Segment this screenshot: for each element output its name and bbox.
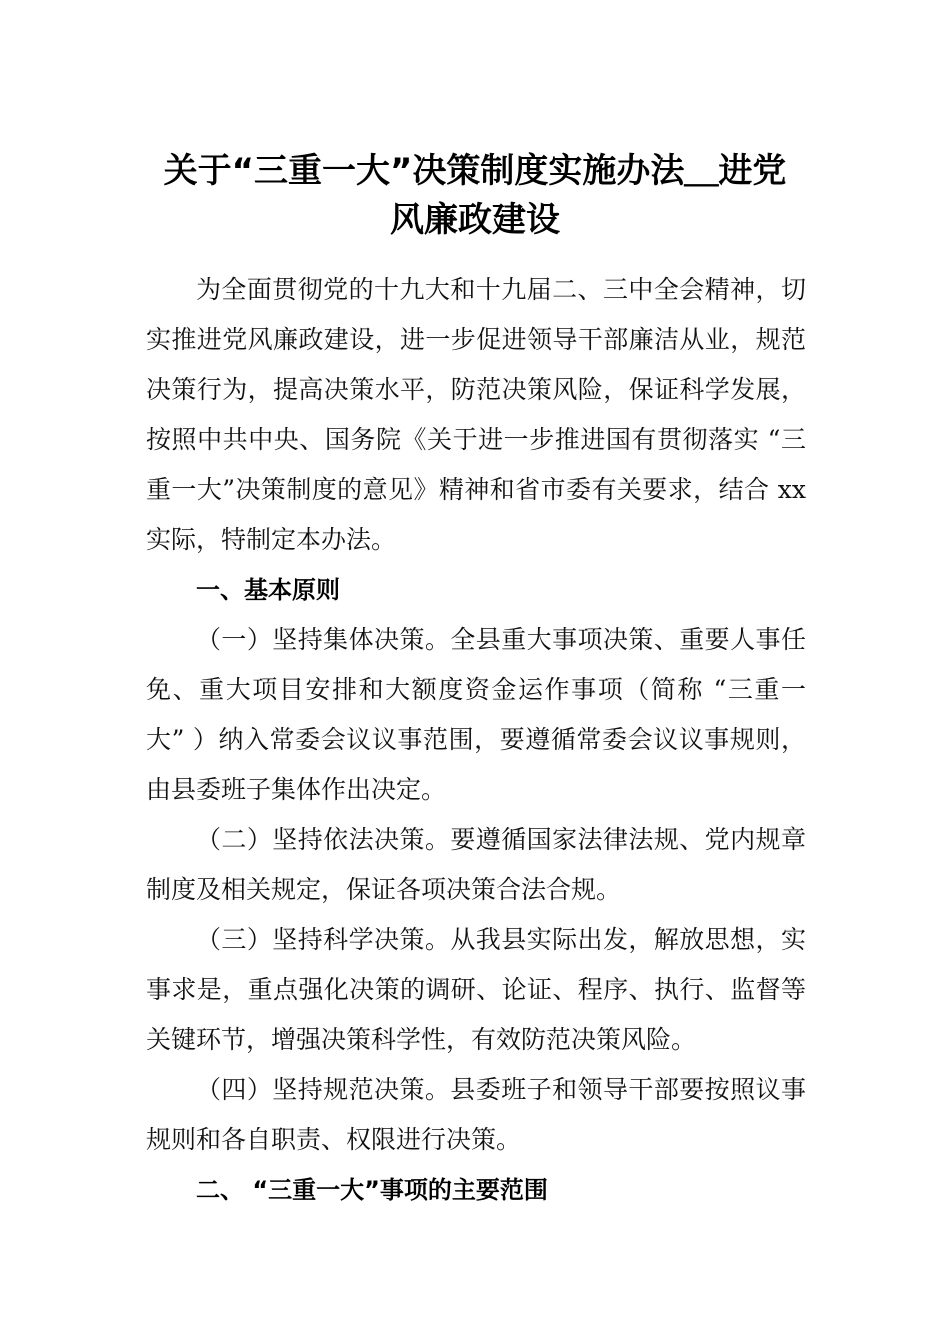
paragraph-line: 重一大”决策制度的意见》精神和省市委有关要求，结合 xx <box>146 475 806 504</box>
paragraph-line: 按照中共中央、国务院《关于进一步推进国有贯彻落实 “三 <box>146 425 806 454</box>
paragraph-line: 由县委班子集体作出决定。 <box>146 775 447 804</box>
section-heading-basic-principles: 一、基本原则 <box>196 576 340 604</box>
paragraph-line: （一）坚持集体决策。全县重大事项决策、重要人事任 <box>196 625 806 654</box>
paragraph-line: （四）坚持规范决策。县委班子和领导干部要按照议事 <box>196 1075 806 1104</box>
paragraph-line: 事求是，重点强化决策的调研、论证、程序、执行、监督等 <box>146 975 806 1004</box>
paragraph-line: 规则和各自职责、权限进行决策。 <box>146 1125 522 1154</box>
paragraph-line: 为全面贯彻党的十九大和十九届二、三中全会精神，切 <box>196 275 806 304</box>
paragraph-line: 大” ）纳入常委会议议事范围，要遵循常委会议议事规则， <box>146 725 806 754</box>
paragraph-line: 免、重大项目安排和大额度资金运作事项（简称 “三重一 <box>146 675 806 704</box>
document-title-line-1: 关于“三重一大”决策制度实施办法＿进党 <box>163 151 787 191</box>
paragraph-line: 制度及相关规定，保证各项决策合法合规。 <box>146 875 622 904</box>
paragraph-line: （二）坚持依法决策。要遵循国家法律法规、党内规章 <box>196 825 806 854</box>
paragraph-line: 实推进党风廉政建设，进一步促进领导干部廉洁从业，规范 <box>146 325 806 354</box>
paragraph-line: （三）坚持科学决策。从我县实际出发，解放思想，实 <box>196 925 806 954</box>
section-heading-main-scope: 二、 “三重一大”事项的主要范围 <box>196 1176 548 1204</box>
document-title-line-2: 风廉政建设 <box>390 200 560 240</box>
paragraph-line: 关键环节，增强决策科学性，有效防范决策风险。 <box>146 1025 697 1054</box>
paragraph-line: 决策行为，提高决策水平，防范决策风险，保证科学发展， <box>146 375 806 404</box>
paragraph-line: 实际，特制定本办法。 <box>146 525 397 554</box>
